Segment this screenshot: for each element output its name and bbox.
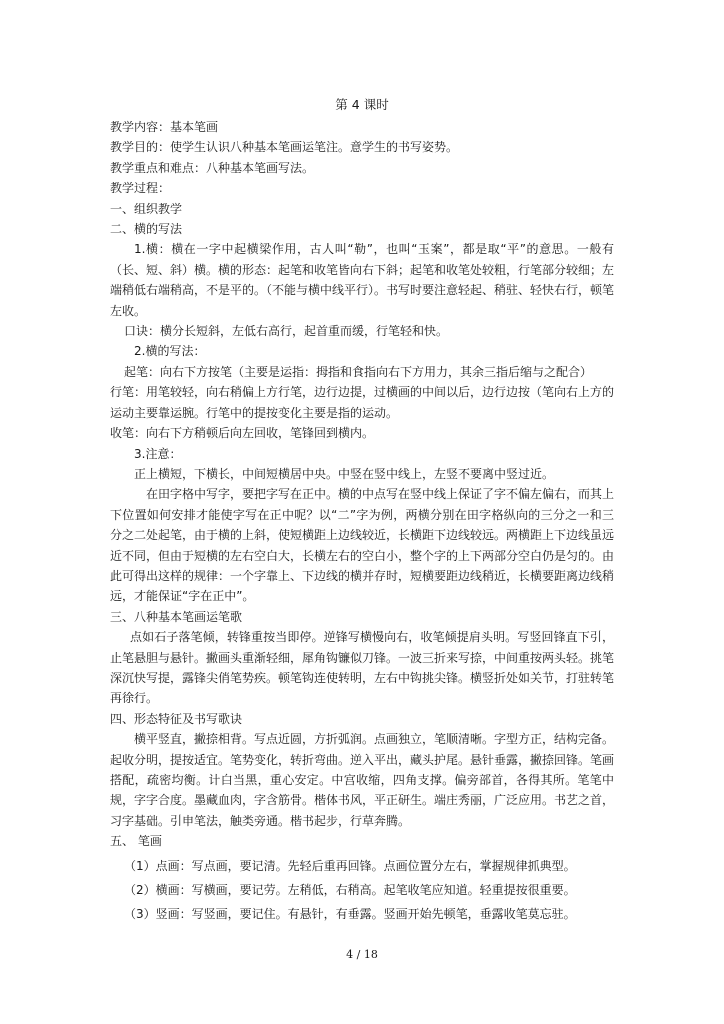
teaching-process-line: 教学过程：	[110, 181, 171, 196]
teaching-goal-line: 教学目的：使学生认识八种基本笔画运笔注。意学生的书写姿势。	[110, 140, 459, 155]
section-heading-5: 五、 笔画	[110, 834, 162, 849]
section-heading-1: 一、组织教学	[110, 201, 183, 216]
teaching-content-line: 教学内容：基本笔画	[110, 120, 219, 134]
features-paragraph: 横平竖直，撇捺相背。写点近圆，方折弧润。点画独立，笔顺清晰。字型方正，结构完备。起收分明，提按适宜。笔势变化，转折弯曲。逆入平出，藏头护尾。悬针垂露，撇捺回锋。笔画搭配，疏密均衡。计白当黑，重心安定。中宫收缩，四角支撑。偏旁部首，各得其所。笔笔中规，字字合度。墨藏血肉，字含筋骨。楷体书风，平正研生。端庄秀丽，广泛应用。书艺之首，习字基础。引申笔法，触类旁通。楷书起步，行草奔腾。	[110, 732, 615, 828]
stroke-item-vertical: （3）竖画：写竖画，要记住。有悬针，有垂露。竖画开始先顿笔，垂露收笔莫忘驻。	[124, 907, 576, 922]
xingbi-paragraph: 行笔：用笔较轻，向右稍偏上方行笔，边行边提，过横画的中间以后，边行边按（笔向右上方的运动主要靠运腕。行笔中的提按变化主要是指的运动。	[110, 385, 615, 420]
qibi-paragraph: 起笔：向右下方按笔（主要是运指：拇指和食指向右下方用力，其余三指后缩与之配合）	[124, 364, 593, 379]
teaching-key-line: 教学重点和难点：八种基本笔画写法。	[110, 160, 315, 175]
stroke-item-horizontal: （2）横画：写横画，要记劳。左稍低，右稍高。起笔收笔应知道。轻重提按很重要。	[124, 883, 576, 898]
section-heading-4: 四、形态特征及书写歌诀	[110, 711, 243, 726]
lesson-body	[110, 117, 614, 925]
shoubi-paragraph: 收笔：向右下方稍顿后向左回收，笔锋回到横内。	[110, 426, 375, 441]
section-heading-3: 三、八种基本笔画运笔歌	[110, 609, 243, 624]
subheading-heng-method: 2.横的写法：	[134, 344, 206, 359]
heng-koujue-paragraph: 口诀：横分长短斜，左低右高行，起首重而缓，行笔轻和快。	[124, 324, 449, 339]
tianzige-paragraph: 在田字格中写字，要把字写在正中。横的中点写在竖中线上保证了字不偏左偏右，而其上下位置如何安排才能使字写在正中呢？以“二”字为例，两横分别在田字格纵向的三分之一和三分之二处起笔，由于横的上斜，使短横距上边线较近，长横距下边线较远。两横距上下边线虽远近不同，但由于短横的左右空白大，长横左右的空白小，整个字的上下两部分空白仍是匀的。由此可得出这样的规律：一个字靠上、下边线的横并存时，短横要距边线稍近，长横要距离边线稍远，才能保证“字在正中”。	[110, 487, 615, 604]
section-heading-2: 二、横的写法	[110, 222, 183, 237]
lesson-title: 第 4 课时	[335, 97, 389, 112]
subheading-notes: 3.注意：	[134, 446, 182, 461]
heng-meaning-paragraph: 1.横：横在一字中起横梁作用，古人叫“勒”，也叫“玉案”，都是取“平”的意思。一般有（长、短、斜）横。横的形态：起笔和收笔皆向右下斜；起笔和收笔处较粗，行笔部分较细；左端稍低右端稍高，不是平的。（不能与横中线平行）。书写时要注意轻起、稍驻、轻快右行，顿笔左收。	[110, 242, 615, 318]
zhengshang-paragraph: 正上横短，下横长，中间短横居中央。中竖在竖中线上，左竖不要离中竖过近。	[134, 466, 555, 481]
stroke-song-paragraph: 点如石子落笔倾，转锋重按当即停。逆锋写横慢向右，收笔倾提肩头明。写竖回锋直下引，止笔悬胆与悬针。撇画头重渐轻细，犀角钩镰似刀锋。一波三折来写捺，中间重按两头轻。挑笔深沉快写提，露锋尖俏笔势疾。顿笔钩连使转明，左右中钩挑尖锋。横竖折处如关节，打驻转笔再徐行。	[110, 630, 615, 706]
stroke-item-dot: （1）点画：写点画，要记清。先轻后重再回锋。点画位置分左右，掌握规律抓典型。	[124, 858, 576, 873]
page-number: 4 / 18	[346, 948, 378, 961]
